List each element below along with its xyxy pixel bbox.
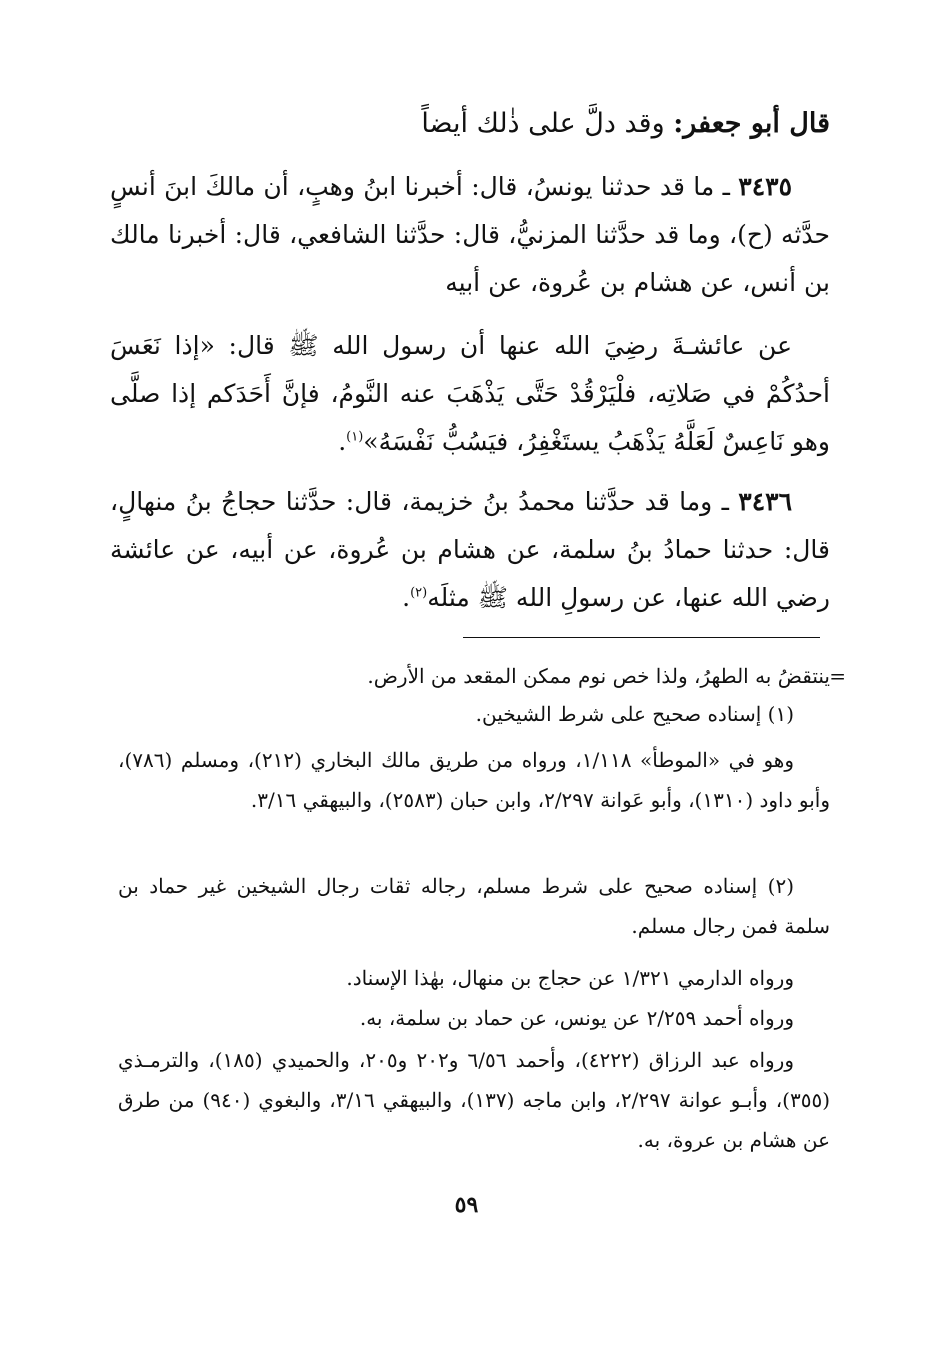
hadith-3435-matn (110, 322, 830, 466)
hadith-number: ٣٤٣٦ (738, 487, 792, 516)
footnote-divider (463, 637, 820, 638)
footnote-continuation (118, 656, 846, 696)
footnote-continuation-text: ينتقضُ به الطهرُ، ولذا خص نوم ممكن المقعد من الأرض. (367, 664, 830, 688)
footnote-2-line-text: ورواه أحمد ٢/٢٥٩ عن يونس، عن حماد بن سلمة، به. (359, 1006, 794, 1030)
footnote-2-text: (٢) إسناده صحيح على شرط مسلم، رجاله ثقات رجال الشيخين غير حماد بن سلمة فمن رجال مسلم. (118, 874, 830, 938)
heading-speaker: قال أبو جعفر: (673, 108, 830, 139)
hadith-text: ـ وما قد حدَّثنا محمدُ بنُ خزيمة، قال: حدَّثنا حجاجُ بنُ منهالٍ، قال: حدثنا حمادُ بنُ سلمة، عن هشام بن عُروة، عن أبيه، عن عائشة رضي الله عنها، عن رسولِ الله ﷺ مثلَه (110, 487, 830, 612)
footnote-ref-1[interactable]: (١) (346, 429, 364, 445)
hadith-number: ٣٤٣٥ (738, 172, 792, 201)
footnote-2-line (118, 958, 830, 998)
footnote-ref-2[interactable]: (٢) (410, 585, 428, 601)
footnote-1-body-text: وهو في «الموطأ» ١/١١٨، ورواه من طريق مالك البخاري (٢١٢)، ومسلم (٧٨٦)، وأبو داود (١٣١٠)، وأبو عَوانة ٢/٢٩٧، وابن حبان (٢٥٨٣)، والبيهقي ٣/١٦. (118, 748, 830, 812)
hadith-3435-isnad (110, 163, 830, 307)
page-number: ٥٩ (454, 1192, 479, 1218)
hadith-matn-text: عن عائشـةَ رضِيَ الله عنها أن رسول الله ﷺ قال: «إذا نَعَسَ أحدُكُمْ في صَلاتِه، فلْيَرْقُدْ حَتَّى يَذْهَبَ عنه النَّومُ، فإنَّ أَحَدَكم إذا صلَّى وهو نَاعِسٌ لَعَلَّهُ يَذْهَبُ يستَغْفِرُ، فيَسُبُّ نَفْسَهُ» (110, 331, 830, 456)
hadith-text: ـ ما قد حدثنا يونسُ، قال: أخبرنا ابنُ وهبٍ، أن مالكَ ابنَ أنسٍ حدَّثه (ح)، وما قد حدَّثنا المزنيُّ، قال: حدَّثنا الشافعي، قال: أخبرنا مالك بن أنس، عن هشام بن عُروة، عن أبيه (110, 172, 830, 297)
footnote-1-head (118, 694, 830, 734)
sentence-end: . (402, 583, 411, 612)
footnote-1-body (118, 740, 830, 820)
section-heading (110, 100, 830, 148)
continuation-marker: = (829, 664, 846, 688)
footnote-2-line-text: ورواه عبد الرزاق (٤٢٢٢)، وأحمد ٦/٥٦ و٢٠٢ و٢٠٥، والحميدي (١٨٥)، والترمـذي (٣٥٥)، وأبـو عوانة ٢/٢٩٧، وابن ماجه (١٣٧)، والبيهقي ٣/١٦، والبغوي (٩٤٠) من طرق عن هشام بن عروة، به. (118, 1048, 831, 1152)
footnote-2-line-text: ورواه الدارمي ١/٣٢١ عن حجاج بن منهال، بهٰذا الإسناد. (346, 966, 794, 990)
footnote-2-head (118, 866, 830, 946)
heading-text: وقد دلَّ على ذٰلك أيضاً (421, 108, 665, 139)
hadith-3436 (110, 478, 830, 622)
footnote-1-text: (١) إسناده صحيح على شرط الشيخين. (475, 702, 794, 726)
footnote-2-line (118, 998, 830, 1038)
sentence-end: . (338, 427, 347, 456)
footnote-2-line (118, 1040, 830, 1160)
